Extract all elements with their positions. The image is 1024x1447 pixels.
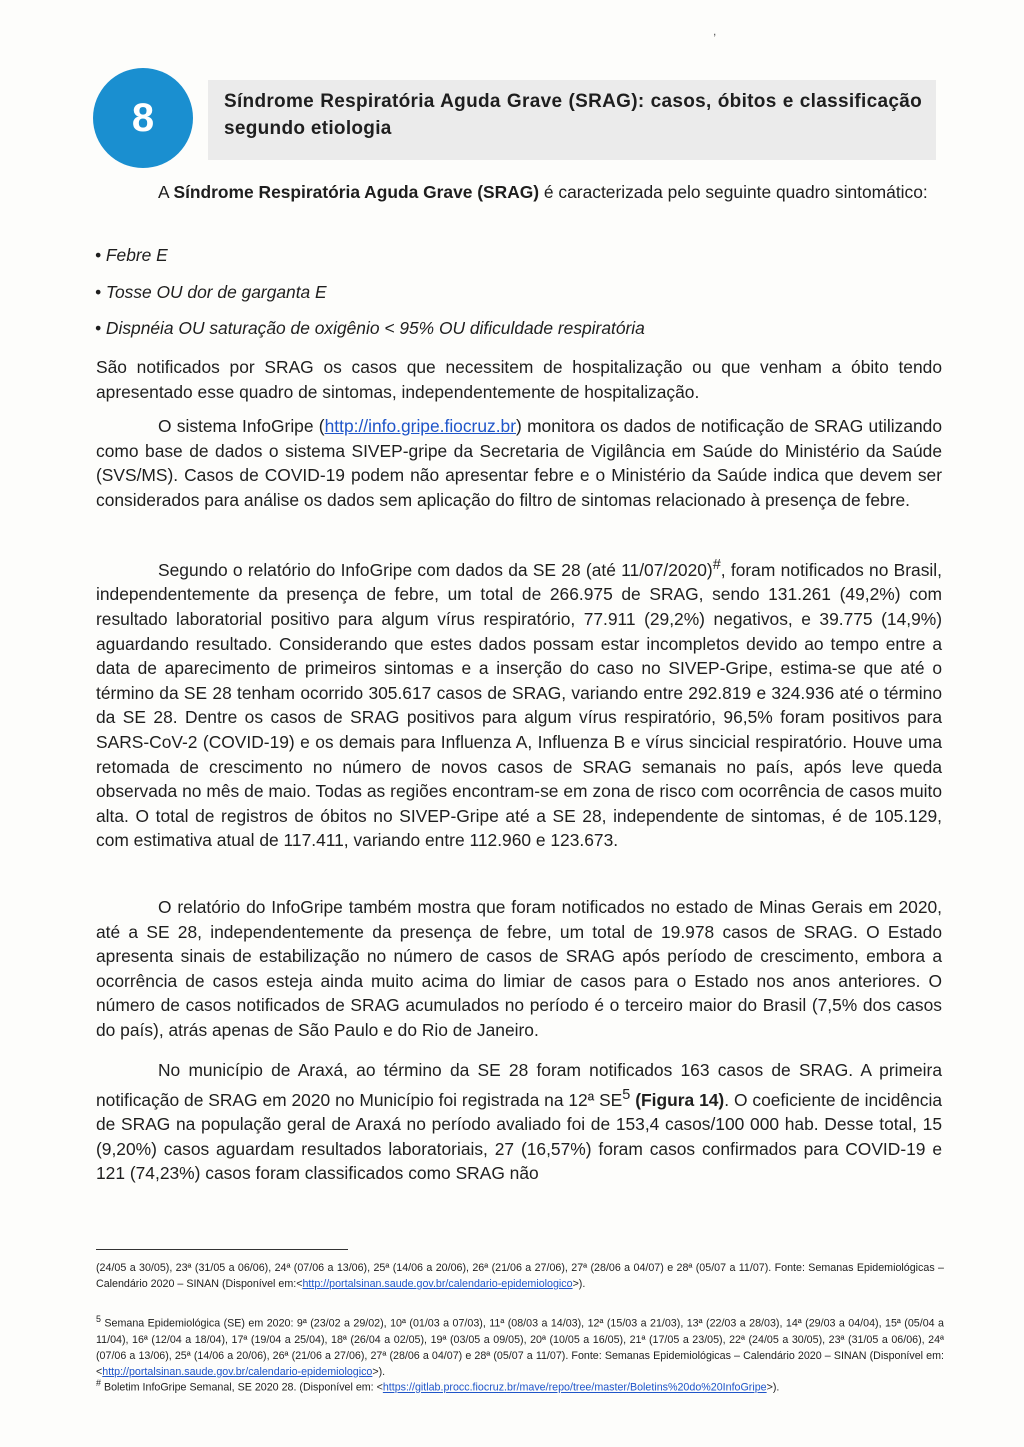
footnote-hash-text: Boletim InfoGripe Semanal, SE 2020 28. (Disponível em: < (100, 1381, 383, 1394)
paragraph-minas-gerais: O relatório do InfoGripe também mostra que foram notificados no estado de Minas Gerais em 2020, até a SE 28, independentemente da presença de febre, um total de 19.978 casos de SRAG. O Estado apresenta sinais de estabilização no número de casos de SRAG após período de crescimento, embora a ocorrência de casos esteja ainda muito acima do limiar de casos para o Estado nos anos anteriores. O número de casos notificados de SRAG acumulados no período é o terceiro maior do Brasil (7,5% dos casos do país), atrás apenas de São Paulo e do Rio de Janeiro. (96, 897, 942, 1040)
intro-text-post: é caracterizada pelo seguinte quadro sintomático: (539, 182, 928, 202)
footnote-5-link[interactable]: http://portalsinan.saude.gov.br/calendario-epidemiologico (102, 1365, 373, 1378)
figure-reference: (Figura 14) (635, 1089, 725, 1110)
araxa-text-post: . O coeficiente de incidência de SRAG na população geral de Araxá no período avaliado foi de 153,4 casos/100 000 hab. Desse total, 15 (9,20%) casos aguardam resultados laboratoriais, 27 (16,57%) foram casos confirmados para COVID-19 e 121 (74,23%) casos foram classificados como SRAG não (96, 1089, 942, 1184)
footnote-continued-text: (24/05 a 30/05), 23ª (31/05 a 06/06), 24ª (07/06 a 13/06), 25ª (14/06 a 20/06), 26ª (21/06 a 27/06), 27ª (28/06 a 04/07) e 28ª (05/07 a 11/07). Fonte: Semanas Epidemiológicas – Calendário 2020 – SINAN (Disponível em:< (96, 1262, 944, 1290)
footnote-hash-end: >). (766, 1381, 780, 1394)
footnote-hash (96, 1375, 944, 1396)
paragraph-infogripe (96, 414, 942, 512)
intro-paragraph (96, 180, 942, 205)
intro-text-pre: A (158, 182, 174, 202)
footnote-continued (96, 1260, 944, 1292)
footnote-continued-end: >). (572, 1278, 586, 1290)
footnote-5 (96, 1311, 944, 1380)
paragraph-relatorio (96, 553, 942, 853)
footnote-5-end: >). (372, 1365, 386, 1378)
footnote-continued-link[interactable]: http://portalsinan.saude.gov.br/calendario-epidemiologico (302, 1278, 573, 1290)
scan-mark: , (713, 24, 717, 38)
footnote-separator (96, 1249, 348, 1250)
footnote-5-text: Semana Epidemiológica (SE) em 2020: 9ª (23/02 a 29/02), 10ª (01/03 a 07/03), 11ª (08/03 a 14/03), 12ª (15/03 a 21/03), 13ª (22/03 a 28/03), 14ª (29/03 a 04/04), 15ª (05/04 a 11/04), 16ª (12/04 a 18/04), 17ª (19/04 a 25/04), 18ª (26/04 a 02/05), 19ª (03/05 a 09/05), 20ª (10/05 a 16/05), 21ª (17/05 a 23/05), 22ª (24/05 a 30/05), 23ª (31/05 a 06/06), 24ª (07/06 a 13/06), 25ª (14/06 a 20/06), 26ª (21/06 a 27/06), 27ª (28/06 a 04/07) e 28ª (05/07 a 11/07). Fonte: Semanas Epidemiológicas – Calendário 2020 – SINAN (Disponível em:< (96, 1317, 944, 1378)
paragraph-notificados: São notificados por SRAG os casos que necessitem de hospitalização ou que venham a óbito tendo apresentado esse quadro de sintomas, independentemente de hospitalização. (96, 357, 942, 402)
section-number-badge (93, 68, 193, 168)
footnote-hash-mark: # (96, 1378, 101, 1388)
intro-bold-term: Síndrome Respiratória Aguda Grave (SRAG) (173, 182, 540, 202)
footnote-hash-link[interactable]: https://gitlab.procc.fiocruz.br/mave/repo/tree/master/Boletins%20do%20InfoGripe (382, 1381, 767, 1394)
relatorio-footnote-mark: # (712, 557, 721, 573)
infogripe-text-post: ) monitora os dados de notificação de SRAG utilizando como base de dados o sistema SIVEP-gripe da Secretaria de Vigilância em Saúde do Ministério da Saúde (SVS/MS). Casos de COVID-19 podem não apresentar febre e o Ministério da Saúde indica que devem ser considerados para análise os dados sem aplicação do filtro de sintomas relacionado à presença de febre. (96, 416, 943, 510)
infogripe-text-pre: O sistema InfoGripe ( (158, 416, 325, 436)
paragraph-araxa (96, 1058, 942, 1186)
relatorio-text-post: , foram notificados no Brasil, independentemente da presença de febre, um total de 266.975 de SRAG, sendo 131.261 (49,2%) com resultado laboratorial positivo para algum vírus respiratório, 77.911 (29,2%) negativos, e 39.775 (14,9%) aguardando resultado. Considerando que estes dados possam estar incompletos devido ao tempo entre a data de aparecimento de primeiros sintomas e a inserção do caso no SIVEP-Gripe, estima-se que até o término da SE 28 tenham ocorrido 305.617 casos de SRAG, variando entre 292.819 e 324.936 até o término da SE 28. Dentre os casos de SRAG positivos para algum vírus respiratório, 96,5% foram positivos para SARS-CoV-2 (COVID-19) e os demais para Influenza A, Influenza B e vírus sincicial respiratório. Houve uma retomada de crescimento no número de novos casos de SRAG semanais no país, após leve queda observada no mês de maio. Todas as regiões encontram-se em zona de risco com ocorrência de casos muito alta. O total de registros de óbitos no SIVEP-Gripe até a SE 28, independente de sintomas, é de 105.129, com estimativa atual de 117.411, variando entre 112.960 e 123.673. (96, 559, 942, 851)
bullet-dispneia: • Dispnéia OU saturação de oxigênio < 95% OU dificuldade respiratória (95, 318, 645, 338)
bullet-febre: • Febre E (95, 245, 168, 265)
section-title: Síndrome Respiratória Aguda Grave (SRAG): casos, óbitos e classificação segundo etiologia (224, 91, 922, 139)
section-number: 8 (131, 95, 155, 140)
footnote-5-number: 5 (96, 1314, 101, 1324)
infogripe-link[interactable]: http://info.gripe.fiocruz.br (324, 416, 516, 436)
araxa-text-pre: No município de Araxá, ao término da SE 28 foram notificados 163 casos de SRAG. A primeira notificação de SRAG em 2020 no Município foi registrada na 12ª SE (96, 1060, 942, 1110)
bullet-tosse: • Tosse OU dor de garganta E (95, 282, 327, 302)
relatorio-text-pre: Segundo o relatório do InfoGripe com dados da SE 28 (até 11/07/2020) (158, 559, 713, 580)
araxa-footnote-mark: 5 (622, 1086, 631, 1103)
